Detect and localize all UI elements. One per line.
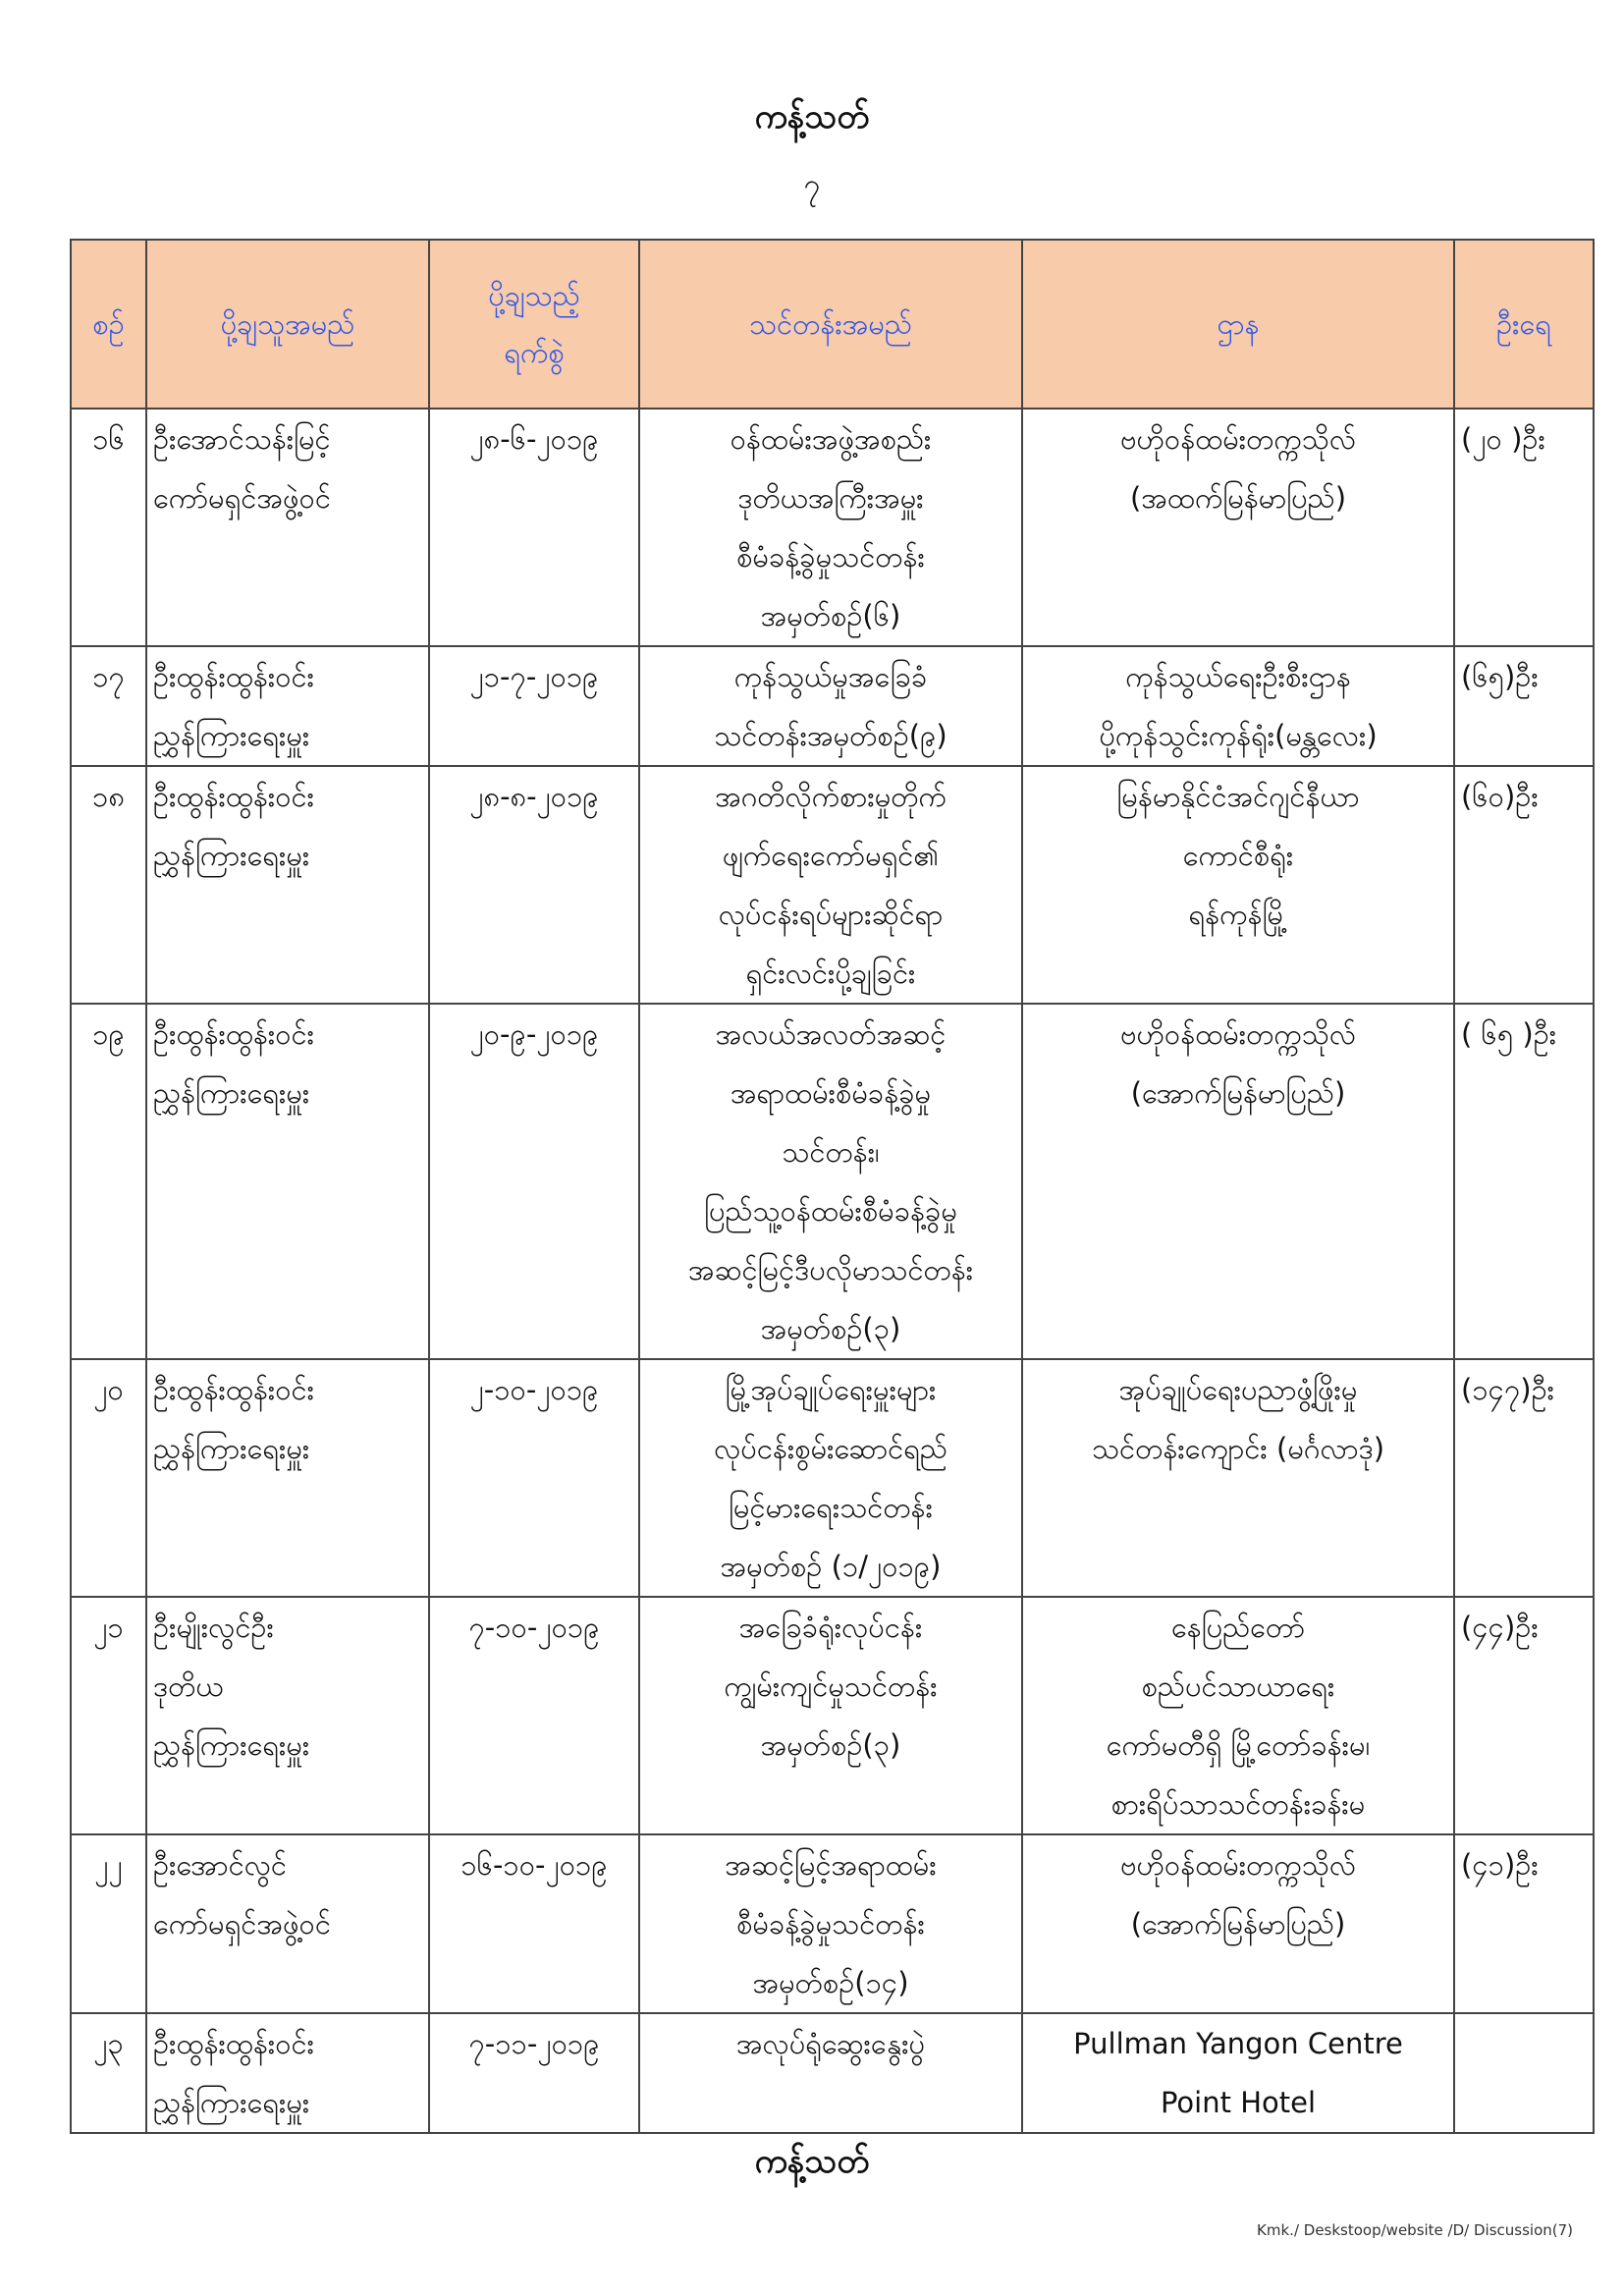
header-lecture-date: [429, 240, 639, 409]
course-name-line: ဝန်ထမ်းအဖွဲ့အစည်း: [730, 422, 932, 456]
training-table: [70, 239, 1595, 2134]
cell-course-name: [639, 1834, 1022, 2013]
department-line: (အထက်မြန်မာပြည်): [1129, 481, 1347, 515]
department-line: သင်တန်းကျောင်း (မင်္ဂလာဒုံ): [1091, 1432, 1385, 1465]
department-line: အုပ်ချုပ်ရေးပညာဖွံ့ဖြိုးမှု: [1118, 1373, 1358, 1406]
table-row: [71, 766, 1594, 1004]
department-line: ဗဟိုဝန်ထမ်းတက္ကသိုလ်: [1119, 422, 1357, 456]
cell-lecture-date: ၇-၁၁-၂၀၁၉: [429, 2013, 639, 2133]
table-row: [71, 1004, 1594, 1359]
course-name-line: အရာထမ်းစီမံခန့်ခွဲမှု: [730, 1076, 932, 1110]
lecturer-name-line: ဦးမျိုးလွင်ဦး: [153, 1611, 274, 1644]
course-name-line: ဖျက်ရေးကော်မရှင်၏: [722, 839, 940, 872]
department-line: Pullman Yangon Centre: [1073, 2027, 1403, 2060]
course-name-line: ကျွမ်းကျင်မှုသင်တန်း: [724, 1669, 938, 1703]
course-name-line: အမှတ်စဉ်(၃): [760, 1312, 901, 1345]
header-lecturer-name: ပို့ချသူအမည်: [146, 240, 429, 409]
cell-lecturer-name: [146, 2013, 429, 2133]
cell-lecture-date: ၂၈-၈-၂၀၁၉: [429, 766, 639, 1004]
cell-participant-count: (၆၅)ဦး: [1454, 646, 1594, 766]
course-name-line: ဒုတိယအကြီးအမှူး: [737, 481, 924, 515]
cell-lecture-date: ၂၀-၉-၂၀၁၉: [429, 1004, 639, 1359]
department-line: ကောင်စီရုံး: [1182, 839, 1294, 872]
lecturer-name-line: ညွှန်ကြားရေးမှူး: [153, 839, 310, 872]
lecturer-name-line: ဦးထွန်းထွန်းဝင်း: [153, 2027, 315, 2060]
department-line: စားရိပ်သာသင်တန်းခန်းမ: [1110, 1787, 1366, 1821]
cell-participant-count: ( ၆၅ )ဦး: [1454, 1004, 1594, 1359]
lecturer-name-line: ဦးထွန်းထွန်းဝင်း: [153, 1373, 315, 1406]
lecturer-name-line: ဦးအောင်သန်းမြင့်: [153, 422, 331, 456]
cell-course-name: [639, 2013, 1022, 2133]
cell-no: ၁၈: [71, 766, 146, 1004]
cell-no: ၂၂: [71, 1834, 146, 2013]
cell-lecturer-name: [146, 646, 429, 766]
cell-participant-count: (၆၀)ဦး: [1454, 766, 1594, 1004]
header-date-line: ပို့ချသည့်: [488, 279, 580, 312]
lecturer-name-line: ညွှန်ကြားရေးမှူး: [153, 2086, 310, 2119]
department-line: မြန်မာနိုင်ငံအင်ဂျင်နီယာ: [1116, 780, 1360, 813]
table-row: [71, 646, 1594, 766]
cell-department: [1022, 1597, 1454, 1834]
course-name-line: သင်တန်း၊: [782, 1135, 880, 1169]
table-row: [71, 1597, 1594, 1834]
cell-course-name: [639, 1597, 1022, 1834]
cell-lecture-date: ၂၈-၆-၂၀၁၉: [429, 409, 639, 646]
course-name-line: အမှတ်စဉ်(၁၄): [752, 1966, 909, 1999]
course-name-line: ရှင်းလင်းပို့ချခြင်း: [745, 957, 916, 990]
footer-file-path: Kmk./ Deskstoop/website /D/ Discussion(7): [1257, 2221, 1573, 2239]
department-line: ဗဟိုဝန်ထမ်းတက္ကသိုလ်: [1119, 1848, 1357, 1882]
cell-course-name: [639, 409, 1022, 646]
lecturer-name-line: ဦးထွန်းထွန်းဝင်း: [153, 780, 315, 813]
cell-lecturer-name: [146, 1359, 429, 1597]
course-name-line: လုပ်ငန်းရပ်များဆိုင်ရာ: [718, 898, 944, 931]
table-row: [71, 1359, 1594, 1597]
page-number: ၇: [803, 168, 821, 202]
page-title: ကန့်သတ်: [754, 97, 870, 137]
department-line: စည်ပင်သာယာရေး: [1141, 1669, 1335, 1703]
course-name-line: လုပ်ငန်းစွမ်းဆောင်ရည်: [714, 1432, 947, 1465]
course-name-line: အဆင့်မြင့်အရာထမ်း: [725, 1848, 937, 1882]
cell-no: ၂၃: [71, 2013, 146, 2133]
course-name-line: အခြေခံရုံးလုပ်ငန်း: [738, 1611, 923, 1644]
cell-participant-count: [1454, 2013, 1594, 2133]
table-row: [71, 409, 1594, 646]
department-line: Point Hotel: [1160, 2086, 1317, 2119]
table-row: [71, 1834, 1594, 2013]
course-name-line: အဂတိလိုက်စားမှုတိုက်: [715, 780, 947, 813]
header-course-name: သင်တန်းအမည်: [639, 240, 1022, 409]
department-line: ကော်မတီရှိ မြို့တော်ခန်းမ၊: [1106, 1728, 1371, 1762]
lecturer-name-line: ဒုတိယ: [153, 1669, 224, 1703]
cell-lecture-date: ၇-၁၀-၂၀၁၉: [429, 1597, 639, 1834]
lecturer-name-line: ဦးထွန်းထွန်းဝင်း: [153, 1017, 315, 1051]
course-name-line: အလယ်အလတ်အဆင့်: [715, 1017, 947, 1051]
cell-department: [1022, 766, 1454, 1004]
cell-lecture-date: ၂၁-၇-၂၀၁၉: [429, 646, 639, 766]
course-name-line: မြို့အုပ်ချုပ်ရေးမှူးများ: [725, 1373, 937, 1406]
cell-lecturer-name: [146, 766, 429, 1004]
cell-department: [1022, 1359, 1454, 1597]
course-name-line: အမှတ်စဉ်(၃): [760, 1728, 901, 1762]
cell-lecture-date: ၂-၁၀-၂၀၁၉: [429, 1359, 639, 1597]
cell-participant-count: (၄၁)ဦး: [1454, 1834, 1594, 2013]
cell-course-name: [639, 766, 1022, 1004]
cell-course-name: [639, 1359, 1022, 1597]
department-line: (အောက်မြန်မာပြည်): [1130, 1907, 1346, 1941]
course-name-line: အလုပ်ရုံဆွေးနွေးပွဲ: [735, 2027, 926, 2060]
lecturer-name-line: ဦးအောင်လွင်: [153, 1848, 287, 1882]
restricted-label: ကန့်သတ်: [754, 2142, 870, 2181]
cell-department: [1022, 409, 1454, 646]
cell-lecture-date: ၁၆-၁၀-၂၀၁၉: [429, 1834, 639, 2013]
cell-no: ၂၀: [71, 1359, 146, 1597]
department-line: ရန်ကုန်မြို့: [1188, 898, 1288, 931]
department-line: (အောက်မြန်မာပြည်): [1130, 1076, 1346, 1110]
header-date-line: ရက်စွဲ: [504, 336, 565, 369]
cell-department: [1022, 2013, 1454, 2133]
department-line: ဗဟိုဝန်ထမ်းတက္ကသိုလ်: [1119, 1017, 1357, 1051]
table-row: [71, 2013, 1594, 2133]
course-name-line: အဆင့်မြင့်ဒီပလိုမာသင်တန်း: [687, 1253, 974, 1286]
course-name-line: ပြည်သူ့ဝန်ထမ်းစီမံခန့်ခွဲမှု: [704, 1194, 957, 1228]
department-line: ကုန်သွယ်ရေးဦးစီးဌာန: [1125, 660, 1351, 693]
cell-participant-count: (၂၀ )ဦး: [1454, 409, 1594, 646]
cell-department: [1022, 1834, 1454, 2013]
course-name-line: စီမံခန့်ခွဲမှုသင်တန်း: [736, 1907, 925, 1941]
lecturer-name-line: ညွှန်ကြားရေးမှူး: [153, 719, 310, 752]
department-line: ပို့ကုန်သွင်းကုန်ရုံး(မန္တလေး): [1099, 719, 1378, 752]
cell-lecturer-name: [146, 1004, 429, 1359]
cell-course-name: [639, 646, 1022, 766]
header-participant-count: ဦးရေ: [1454, 240, 1594, 409]
cell-participant-count: (၄၄)ဦး: [1454, 1597, 1594, 1834]
cell-no: ၁၆: [71, 409, 146, 646]
header-no: စဉ်: [71, 240, 146, 409]
lecturer-name-line: ဦးထွန်းထွန်းဝင်း: [153, 660, 315, 693]
table-body: [71, 409, 1594, 2133]
lecturer-name-line: ညွှန်ကြားရေးမှူး: [153, 1076, 310, 1110]
course-name-line: မြင့်မားရေးသင်တန်း: [729, 1491, 933, 1524]
course-name-line: စီမံခန့်ခွဲမှုသင်တန်း: [736, 540, 925, 574]
cell-lecturer-name: [146, 1597, 429, 1834]
cell-no: ၂၁: [71, 1597, 146, 1834]
course-name-line: အမှတ်စဉ် (၁/၂၀၁၉): [720, 1550, 942, 1583]
lecturer-name-line: ညွှန်ကြားရေးမှူး: [153, 1432, 310, 1465]
cell-department: [1022, 646, 1454, 766]
cell-lecturer-name: [146, 1834, 429, 2013]
header-department: ဌာန: [1022, 240, 1454, 409]
cell-course-name: [639, 1004, 1022, 1359]
table-header-row: [71, 240, 1594, 409]
course-name-line: သင်တန်းအမှတ်စဉ်(၉): [714, 719, 947, 752]
department-line: နေပြည်တော်: [1170, 1611, 1306, 1644]
cell-participant-count: (၁၄၇)ဦး: [1454, 1359, 1594, 1597]
course-name-line: ကုန်သွယ်မှုအခြေခံ: [733, 660, 928, 693]
cell-no: ၁၉: [71, 1004, 146, 1359]
lecturer-name-line: ညွှန်ကြားရေးမှူး: [153, 1728, 310, 1762]
course-name-line: အမှတ်စဉ်(၆): [760, 599, 901, 632]
lecturer-name-line: ကော်မရှင်အဖွဲ့ဝင်: [153, 1907, 331, 1941]
cell-lecturer-name: [146, 409, 429, 646]
lecturer-name-line: ကော်မရှင်အဖွဲ့ဝင်: [153, 481, 331, 515]
cell-no: ၁၇: [71, 646, 146, 766]
cell-department: [1022, 1004, 1454, 1359]
